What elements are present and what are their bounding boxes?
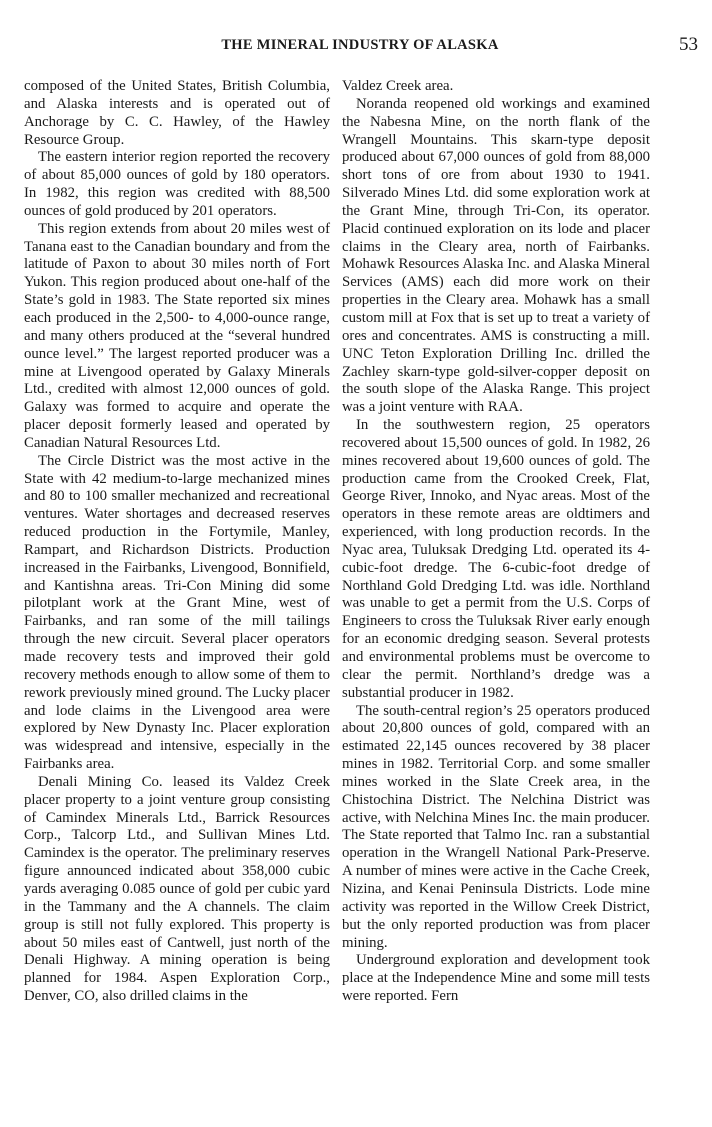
paragraph: Valdez Creek area.	[342, 78, 454, 94]
running-title: THE MINERAL INDUSTRY OF ALASKA	[221, 37, 499, 53]
paragraph: composed of the United States, British Columbia, and Alaska interests and is operated out of Anchorage by C. C. Hawley, of the Hawley Resource Group.	[24, 78, 330, 148]
paragraph: This region extends from about 20 miles west of Tanana east to the Canadian boundary and from the latitude of Paxon to about 30 miles north of Fort Yukon. This region produced about one-half of the State’s gold in 1983. The State reported six mines each produced in the 2,500- to 4,000-ounce range, and many others produced at the “several hundred ounce level.” The largest reported producer was a mine at Livengood operated by Galaxy Minerals Ltd., credited with almost 12,000 ounces of gold. Galaxy was formed to acquire and operate the placer deposit formerly leased and operated by Canadian Natural Resources Ltd.	[24, 220, 330, 451]
paragraph: The south-central region’s 25 operators produced about 20,800 ounces of gold, compared with an estimated 22,145 ounces recovered by 38 placer mines in 1982. Territorial Corp. and some smaller mines worked in the Slate Creek area, in the Chistochina District. The Nelchina District was active, with Nelchina Mines Inc. the main producer. The State reported that Talmo Inc. ran a substantial operation in the Wrangell National Park-Preserve. A number of mines were active in the Cache Creek, Nizina, and Kenai Peninsula Districts. Lode mine activity was reported in the Willow Creek District, but the only reported production was from placer mining.	[342, 702, 650, 951]
paragraph: Denali Mining Co. leased its Valdez Creek placer property to a joint venture group consisting of Camindex Minerals Ltd., Barrick Resources Corp., Talcorp Ltd., and Sullivan Mines Ltd. Camindex is the operator. The preliminary reserves figure announced indicated about 358,000 cubic yards averaging 0.085 ounce of gold per cubic yard in the Tammany and the A channels. The claim group is still not fully explored. This property is about 50 miles east of Cantwell, just north of the Denali Highway. A mining operation is being planned for 1984. Aspen Exploration Corp., Denver, CO, also drilled claims in the	[24, 773, 330, 1005]
paragraph: The Circle District was the most active in the State with 42 medium-to-large mechanized mines and 80 to 100 smaller mechanized and recreational ventures. Water shortages and decreased reserves reduced production in the Fortymile, Manley, Rampart, and Richardson Districts. Production increased in the Fairbanks, Livengood, Bonnifield, and Kantishna areas. Tri-Con Mining did some pilotplant work at the Grant Mine, west of Fairbanks, and ran some of the mill tailings through the new circuit. Several placer operators made recovery tests and improved their gold recovery methods enough to allow some of them to rework previously mined ground. The Lucky placer and lode claims in the Livengood area were explored by New Dynasty Inc. Placer exploration was widespread and intensive, especially in the Fairbanks area.	[24, 452, 330, 773]
paragraph: Noranda reopened old workings and examined the Nabesna Mine, on the north flank of the Wrangell Mountains. This skarn-type deposit produced about 67,000 ounces of gold from 88,000 short tons of ore from about 1930 to 1941. Silverado Mines Ltd. did some exploration work at the Grant Mine, through Tri-Con, its operator. Placid continued exploration on its lode and placer claims in the Cleary area, north of Fairbanks. Mohawk Resources Alaska Inc. and Alaska Mineral Services (AMS) each did more work on their properties in the Cleary area. Mohawk has a small custom mill at Fox that is set up to treat a variety of ores and concentrates. AMS is constructing a mill. UNC Teton Exploration Drilling Inc. drilled the Zachley skarn-type gold-silver-copper deposit on the south slope of the Alaska Range. This project was a joint venture with RAA.	[342, 95, 650, 416]
paragraph: In the southwestern region, 25 operators recovered about 15,500 ounces of gold. In 1982, 26 mines recovered about 19,600 ounces of gold. The production came from the Crooked Creek, Flat, George River, Innoko, and Nyac areas. Most of the operators in these remote areas are oldtimers and experienced, with long production records. In the Nyac area, Tuluksak Dredging Ltd. operated its 4-cubic-foot dredge. The 6-cubic-foot dredge of Northland Gold Dredging Ltd. was idle. Northland was unable to get a permit from the U.S. Corps of Engineers to cross the Tuluksak River early enough for an economic dredging season. Several protests and environmental problems must be overcome to clear the permit. Northland’s dredge was a substantial producer in 1982.	[342, 417, 650, 701]
right-column	[342, 78, 650, 1006]
page-number: 53	[679, 34, 698, 55]
running-header	[22, 34, 698, 58]
paragraph: Underground exploration and development took place at the Independence Mine and some mill tests were reported. Fern	[342, 952, 650, 1005]
paragraph: The eastern interior region reported the recovery of about 85,000 ounces of gold by 180 operators. In 1982, this region was credited with 88,500 ounces of gold produced by 201 operators.	[24, 149, 330, 219]
left-column	[24, 78, 330, 1006]
